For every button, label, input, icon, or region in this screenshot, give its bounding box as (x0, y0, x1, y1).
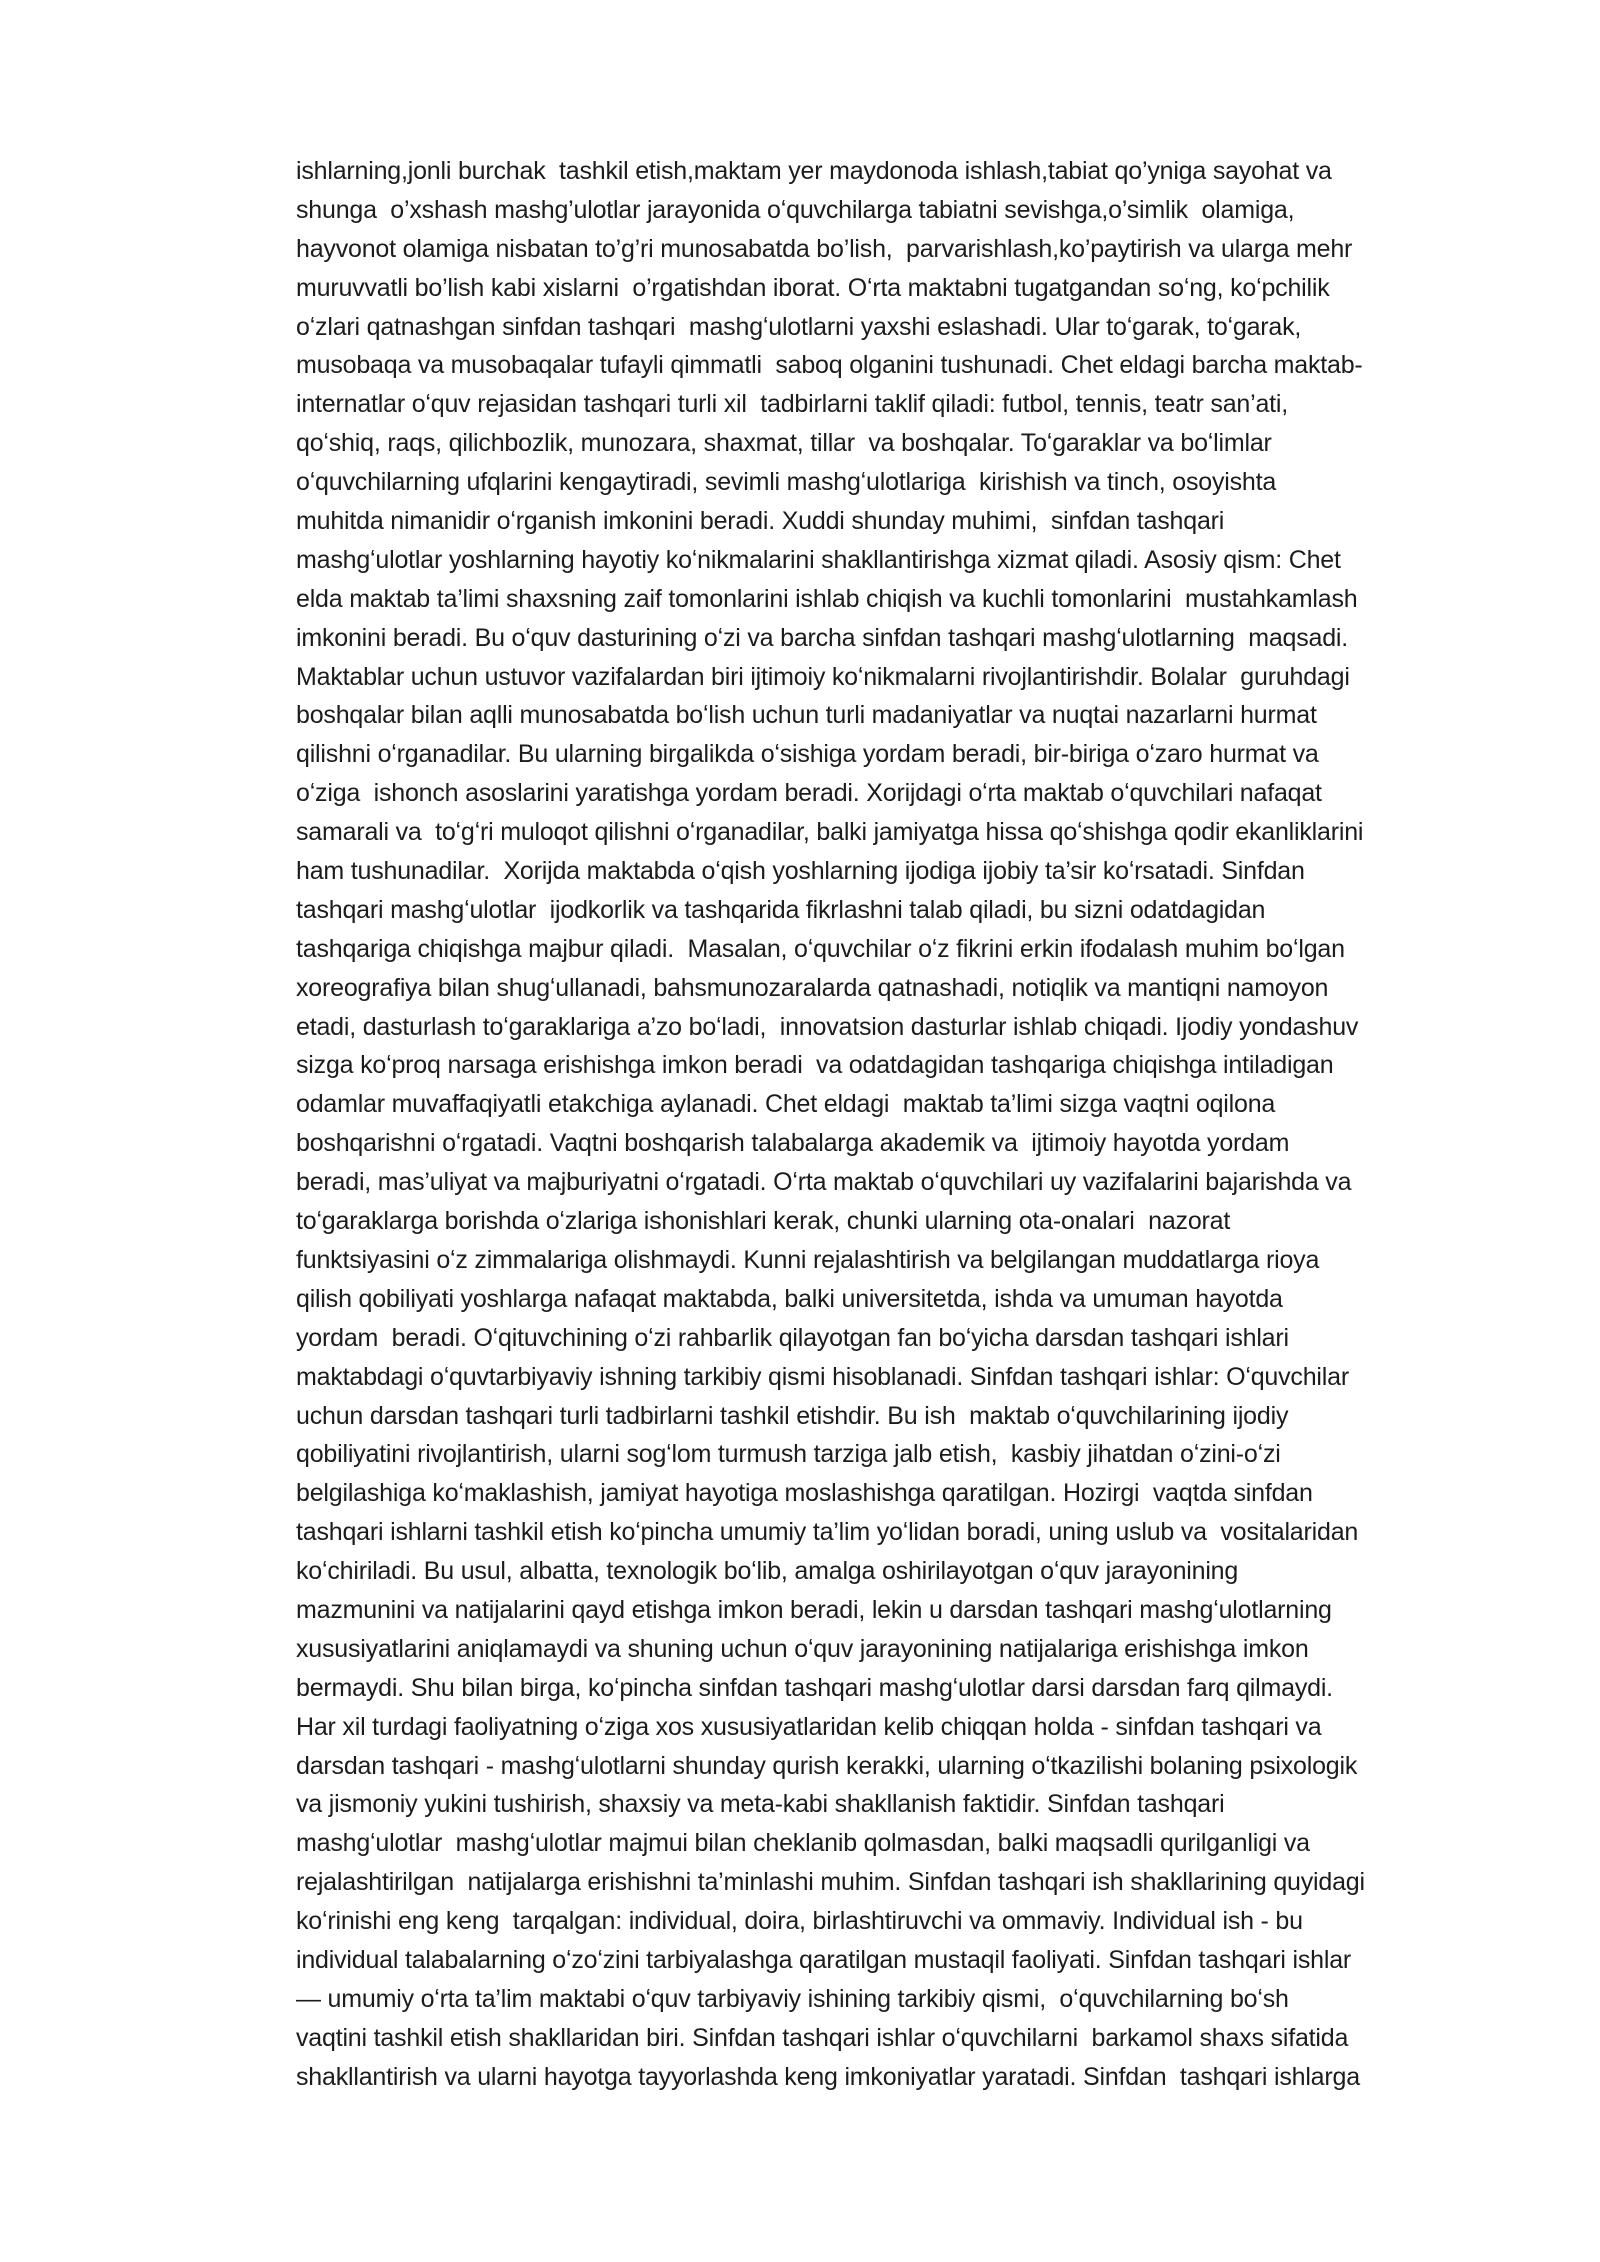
text-line: beradi, mas’uliyat va majburiyatni oʻrgatadi. Oʻrta maktab oʻquvchilari uy vazifalarini bajarishda va (296, 1168, 1352, 1197)
text-line: xoreografiya bilan shugʻullanadi, bahsmunozaralarda qatnashadi, notiqlik va mantiqni namoyon (296, 973, 1329, 1002)
text-line: mazmunini va natijalarini qayd etishga imkon beradi, lekin u darsdan tashqari mashgʻulotlarning (296, 1595, 1332, 1624)
text-line: ham tushunadilar. Xorijda maktabda oʻqish yoshlarning ijodiga ijobiy ta’sir koʻrsatadi. Sinfdan (296, 857, 1305, 886)
text-line: darsdan tashqari - mashgʻulotlarni shunday qurish kerakki, ularning oʻtkazilishi bolaning psixologik (296, 1751, 1358, 1780)
text-line: tashqariga chiqishga majbur qiladi. Masalan, oʻquvchilar oʻz fikrini erkin ifodalash muhim boʻlgan (296, 934, 1345, 963)
text-line: internatlar oʻquv rejasidan tashqari turli xil tadbirlarni taklif qiladi: futbol, tennis, teatr san’ati, (296, 390, 1289, 419)
text-line: boshqarishni oʻrgatadi. Vaqtni boshqarish talabalarga akademik va ijtimoiy hayotda yordam (296, 1129, 1290, 1158)
text-line: oʻziga ishonch asoslarini yaratishga yordam beradi. Xorijdagi oʻrta maktab oʻquvchilari nafaqat (296, 779, 1322, 808)
text-line: muruvvatli bo’lish kabi xislarni o’rgatishdan iborat. Oʻrta maktabni tugatgandan soʻng, koʻpchilik (296, 273, 1330, 302)
text-line: maktabdagi oʻquvtarbiyaviy ishning tarkibiy qismi hisoblanadi. Sinfdan tashqari ishlar: Oʻquvchilar (296, 1362, 1349, 1391)
text-line: oʻzlari qatnashgan sinfdan tashqari mashgʻulotlarni yaxshi eslashadi. Ular toʻgarak, toʻgarak, (296, 312, 1302, 341)
text-line: xususiyatlarini aniqlamaydi va shuning uchun oʻquv jarayonining natijalariga erishishga imkon (296, 1634, 1309, 1663)
text-line: koʻchiriladi. Bu usul, albatta, texnologik boʻlib, amalga oshirilayotgan oʻquv jarayonining (296, 1557, 1239, 1586)
text-line: — umumiy oʻrta ta’lim maktabi oʻquv tarbiyaviy ishining tarkibiy qismi, oʻquvchilarning boʻsh (296, 1984, 1289, 2013)
text-line: shunga o’xshash mashg’ulotlar jarayonida oʻquvchilarga tabiatni sevishga,o’simlik olamiga, (296, 195, 1295, 224)
text-line: qobiliyatini rivojlantirish, ularni sogʻlom turmush tarziga jalb etish, kasbiy jihatdan oʻzini-oʻzi (296, 1440, 1281, 1469)
text-line: boshqalar bilan aqlli munosabatda boʻlish uchun turli madaniyatlar va nuqtai nazarlarni hurmat (296, 701, 1317, 730)
text-line: qilish qobiliyati yoshlarga nafaqat maktabda, balki universitetda, ishda va umuman hayotda (296, 1284, 1283, 1313)
text-line: belgilashiga koʻmaklashish, jamiyat hayotiga moslashishga qaratilgan. Hozirgi vaqtda sinfdan (296, 1479, 1313, 1508)
text-line: tashqari mashgʻulotlar ijodkorlik va tashqarida fikrlashni talab qiladi, bu sizni odatdagidan (296, 895, 1266, 924)
text-line: imkonini beradi. Bu oʻquv dasturining oʻzi va barcha sinfdan tashqari mashgʻulotlarning maqsadi. (296, 623, 1349, 652)
text-line: oʻquvchilarning ufqlarini kengaytiradi, sevimli mashgʻulotlariga kirishish va tinch, osoyishta (296, 468, 1277, 497)
text-line: etadi, dasturlash toʻgaraklariga a’zo boʻladi, innovatsion dasturlar ishlab chiqadi. Ijodiy yondashuv (296, 1012, 1359, 1041)
text-line: elda maktab ta’limi shaxsning zaif tomonlarini ishlab chiqish va kuchli tomonlarini mustahkamlash (296, 584, 1358, 613)
text-line: toʻgaraklarga borishda oʻzlariga ishonishlari kerak, chunki ularning ota-onalari nazorat (296, 1207, 1231, 1236)
text-line: uchun darsdan tashqari turli tadbirlarni tashkil etishdir. Bu ish maktab oʻquvchilarining ijodiy (296, 1401, 1289, 1430)
text-line: Har xil turdagi faoliyatning oʻziga xos xususiyatlaridan kelib chiqqan holda - sinfdan tashqari va (296, 1712, 1322, 1741)
text-line: sizga koʻproq narsaga erishishga imkon beradi va odatdagidan tashqariga chiqishga intiladigan (296, 1051, 1334, 1080)
body-text (296, 152, 1516, 2097)
text-line: individual talabalarning oʻzoʻzini tarbiyalashga qaratilgan mustaqil faoliyati. Sinfdan tashqari ishlar (296, 1945, 1352, 1974)
text-line: musobaqa va musobaqalar tufayli qimmatli saboq olganini tushunadi. Chet eldagi barcha maktab- (296, 351, 1363, 380)
text-line: va jismoniy yukini tushirish, shaxsiy va meta-kabi shakllanish faktidir. Sinfdan tashqari (296, 1790, 1225, 1819)
text-line: ishlarning,jonli burchak tashkil etish,maktam yer maydonoda ishlash,tabiat qo’yniga sayohat va (296, 157, 1332, 185)
text-line: tashqari ishlarni tashkil etish koʻpincha umumiy ta’lim yoʻlidan boradi, uning uslub va vositalaridan (296, 1518, 1359, 1547)
text-line: muhitda nimanidir oʻrganish imkonini beradi. Xuddi shunday muhimi, sinfdan tashqari (296, 507, 1225, 536)
text-line: yordam beradi. Oʻqituvchining oʻzi rahbarlik qilayotgan fan boʻyicha darsdan tashqari ishlari (296, 1323, 1289, 1352)
text-line: rejalashtirilgan natijalarga erishishni ta’minlashi muhim. Sinfdan tashqari ish shakllarining quyidagi (296, 1868, 1365, 1897)
text-line: mashgʻulotlar mashgʻulotlar majmui bilan cheklanib qolmasdan, balki maqsadli qurilganligi va (296, 1829, 1310, 1858)
text-line: odamlar muvaffaqiyatli etakchiga aylanadi. Chet eldagi maktab ta’limi sizga vaqtni oqilona (296, 1090, 1276, 1119)
text-line: hayvonot olamiga nisbatan to’g’ri munosabatda bo’lish, parvarishlash,ko’paytirish va ularga mehr (296, 234, 1353, 263)
text-line: funktsiyasini oʻz zimmalariga olishmaydi. Kunni rejalashtirish va belgilangan muddatlarga rioya (296, 1245, 1320, 1274)
text-line: shakllantirish va ularni hayotga tayyorlashda keng imkoniyatlar yaratadi. Sinfdan tashqari ishlarga (296, 2062, 1360, 2091)
text-line: koʻrinishi eng keng tarqalgan: individual, doira, birlashtiruvchi va ommaviy. Individual ish - bu (296, 1907, 1303, 1936)
text-line: vaqtini tashkil etish shakllaridan biri. Sinfdan tashqari ishlar oʻquvchilarni barkamol shaxs sifatida (296, 2023, 1349, 2052)
text-line: qilishni oʻrganadilar. Bu ularning birgalikda oʻsishiga yordam beradi, bir-biriga oʻzaro hurmat va (296, 740, 1319, 769)
text-line: qoʻshiq, raqs, qilichbozlik, munozara, shaxmat, tillar va boshqalar. Toʻgaraklar va boʻlimlar (296, 429, 1272, 458)
text-line: samarali va toʻgʻri muloqot qilishni oʻrganadilar, balki jamiyatga hissa qoʻshishga qodir ekanliklarini (296, 818, 1364, 847)
text-line: mashgʻulotlar yoshlarning hayotiy koʻnikmalarini shakllantirishga xizmat qiladi. Asosiy qism: Chet (296, 545, 1341, 574)
text-line: bermaydi. Shu bilan birga, koʻpincha sinfdan tashqari mashgʻulotlar darsi darsdan farq qilmaydi. (296, 1673, 1333, 1702)
text-line: Maktablar uchun ustuvor vazifalardan biri ijtimoiy koʻnikmalarni rivojlantirishdir. Bolalar guruhdagi (296, 662, 1350, 691)
